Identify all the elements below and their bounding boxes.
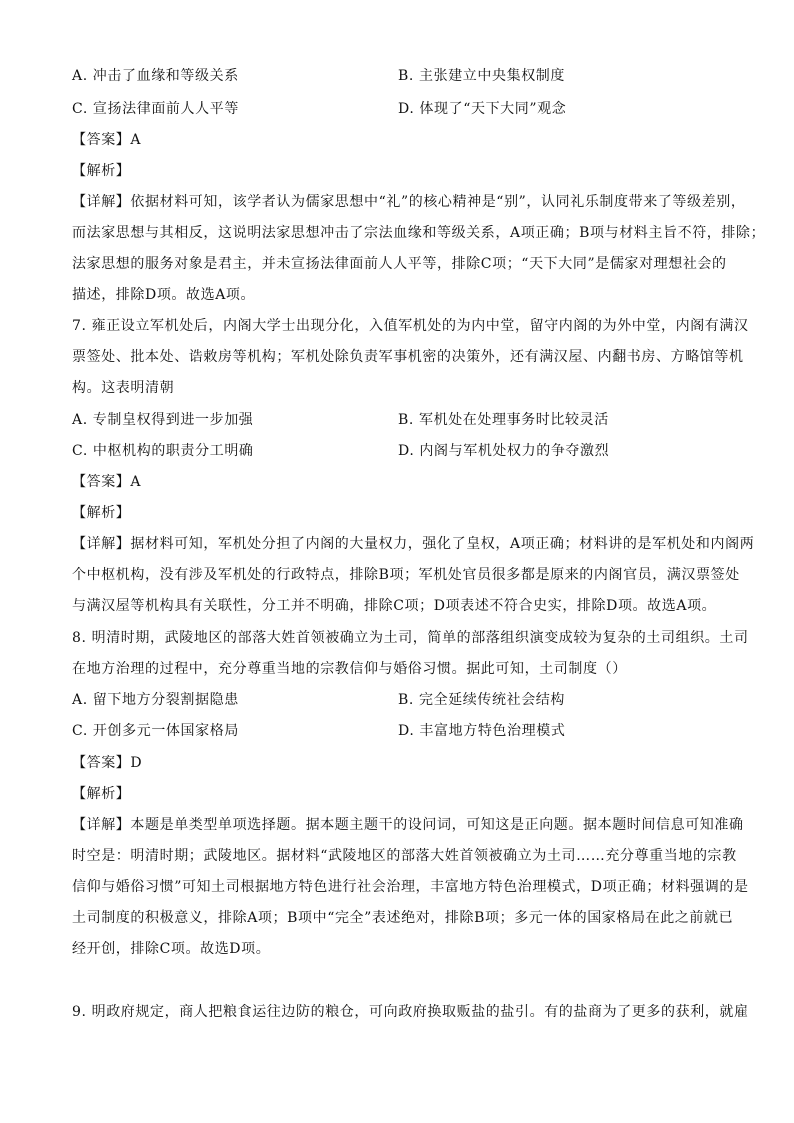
q8-option-a: A. 留下地方分裂割据隐患 (72, 692, 239, 708)
q8-answer: 【答案】D (72, 755, 143, 771)
q7-stem-line: 构。这表明清朝 (72, 380, 175, 396)
q8-option-b: B. 完全延续传统社会结构 (398, 692, 565, 708)
q8-detail-line: 土司制度的积极意义，排除A项；B项中“完全”表述绝对，排除B项；多元一体的国家格局在此之前就已 (72, 910, 734, 926)
q6-option-d: D. 体现了“天下大同”观念 (398, 101, 567, 117)
q7-option-d: D. 内阁与军机处权力的争夺激烈 (398, 443, 610, 459)
q7-option-a: A. 专制皇权得到进一步加强 (72, 412, 254, 428)
q8-option-c: C. 开创多元一体国家格局 (72, 723, 239, 739)
q8-detail-line: 时空是：明清时期；武陵地区。据材料“武陵地区的部落大姓首领被确立为土司……充分尊重当地的宗教 (72, 848, 737, 864)
q6-detail-line: 【详解】依据材料可知，该学者认为儒家思想中“礼”的核心精神是“别”，认同礼乐制度带来了等级差别， (72, 194, 746, 210)
q7-detail-line: 与满汉屋等机构具有关联性，分工并不明确，排除C项；D项表述不符合史实，排除D项。故选A项。 (72, 598, 717, 614)
q7-stem-line: 7. 雍正设立军机处后，内阁大学士出现分化，入值军机处的为内中堂，留守内阁的为外中堂，内阁有满汉 (72, 318, 749, 334)
q6-detail-line: 描述，排除D项。故选A项。 (72, 287, 256, 303)
q7-detail-line: 个中枢机构，没有涉及军机处的行政特点，排除B项；军机处官员很多都是原来的内阁官员，满汉票签处 (72, 567, 740, 583)
q8-stem-line: 8. 明清时期，武陵地区的部落大姓首领被确立为土司，简单的部落组织演变成较为复杂的土司组织。土司 (72, 630, 749, 646)
q8-stem-line: 在地方治理的过程中，充分尊重当地的宗教信仰与婚俗习惯。据此可知，土司制度（） (72, 661, 627, 677)
q8-option-d: D. 丰富地方特色治理模式 (398, 723, 566, 739)
q7-analysis-heading: 【解析】 (72, 505, 131, 521)
q6-option-c: C. 宣扬法律面前人人平等 (72, 101, 239, 117)
q6-option-b: B. 主张建立中央集权制度 (398, 68, 565, 84)
q8-detail-line: 信仰与婚俗习惯”可知土司根据地方特色进行社会治理，丰富地方特色治理模式，D项正确；材料强调的是 (72, 879, 749, 895)
q7-option-b: B. 军机处在处理事务时比较灵活 (398, 412, 609, 428)
q8-analysis-heading: 【解析】 (72, 786, 131, 802)
q7-option-c: C. 中枢机构的职责分工明确 (72, 443, 254, 459)
q6-analysis-heading: 【解析】 (72, 163, 131, 179)
q6-detail-line: 而法家思想与其相反，这说明法家思想冲击了宗法血缘和等级关系，A项正确；B项与材料主旨不符，排除； (72, 225, 766, 241)
q7-stem-line: 票签处、批本处、诰敕房等机构；军机处除负责军事机密的决策外，还有满汉屋、内翻书房、方略馆等机 (72, 349, 744, 365)
q9-stem-line: 9. 明政府规定，商人把粮食运往边防的粮仓，可向政府换取贩盐的盐引。有的盐商为了更多的获利，就雇 (72, 1004, 749, 1020)
q7-answer: 【答案】A (72, 474, 142, 490)
q6-option-a: A. 冲击了血缘和等级关系 (72, 68, 239, 84)
q6-detail-line: 法家思想的服务对象是君主，并未宣扬法律面前人人平等，排除C项；“天下大同”是儒家对理想社会的 (72, 256, 727, 272)
q6-answer: 【答案】A (72, 132, 142, 148)
q7-detail-line: 【详解】据材料可知，军机处分担了内阁的大量权力，强化了皇权，A项正确；材料讲的是军机处和内阁两 (72, 536, 755, 552)
q8-detail-line: 【详解】本题是单类型单项选择题。据本题主题干的设问词，可知这是正向题。据本题时间信息可知准确 (72, 817, 744, 833)
q8-detail-line: 经开创，排除C项。故选D项。 (72, 941, 271, 957)
